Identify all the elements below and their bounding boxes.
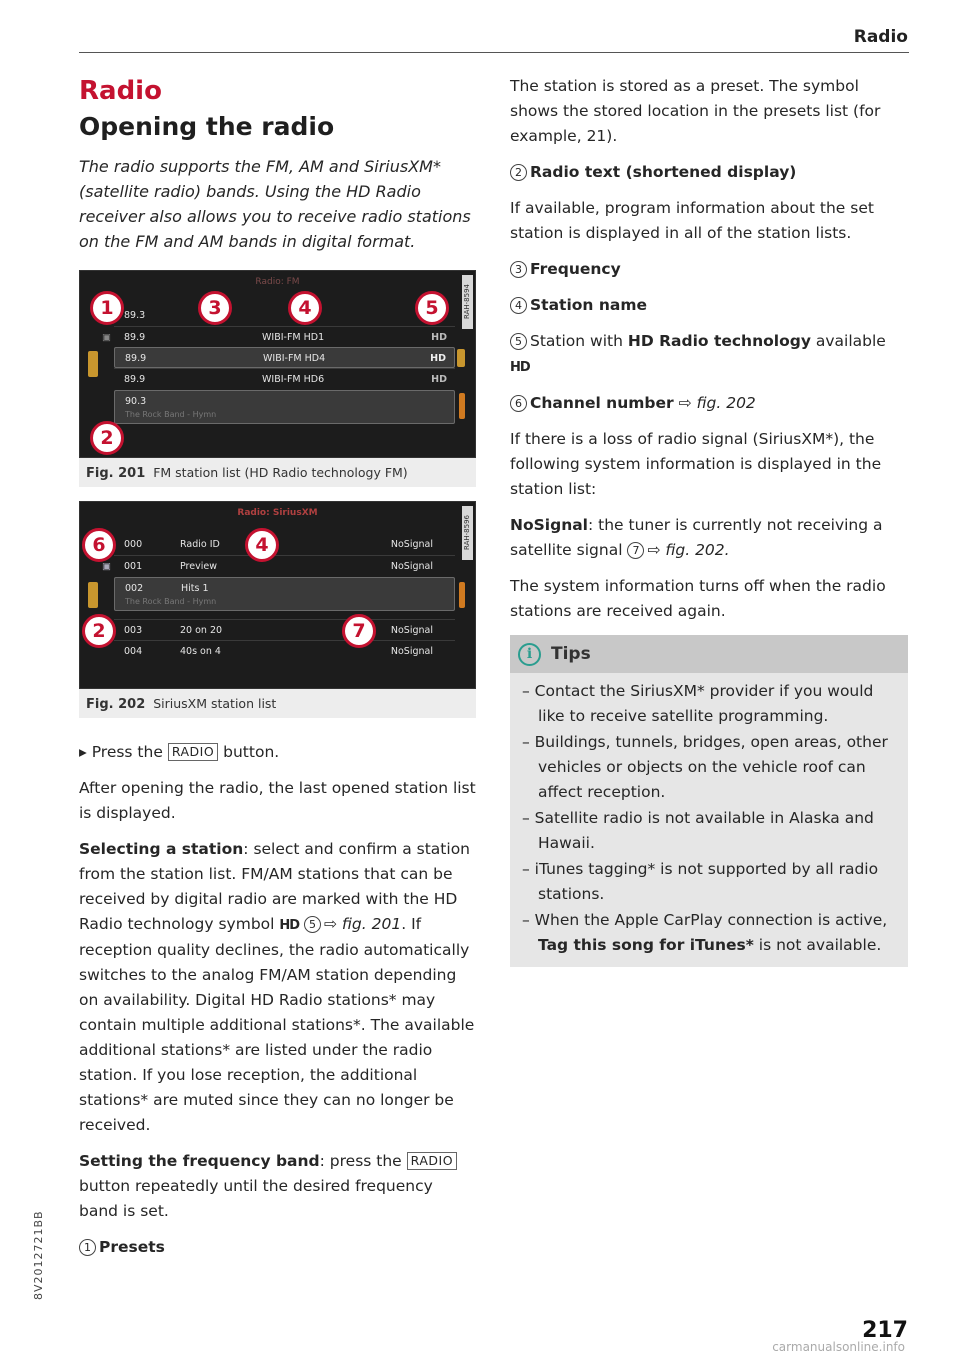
tip-item: – iTunes tagging* is not supported by all radio stations.	[522, 860, 879, 903]
screen-title: Radio: FM	[255, 277, 300, 287]
radio-text-description: If available, program information about the set station is displayed in all of the station lists.	[510, 199, 874, 242]
station-list-tab	[88, 582, 98, 608]
press-radio-instruction: ▸ Press the RADIO button.	[79, 743, 280, 761]
tip-item: – Satellite radio is not available in Alaska and Hawaii.	[522, 809, 874, 852]
tip-item: – Contact the SiriusXM* provider if you would like to receive satellite programming.	[522, 682, 874, 725]
station-row: 89.3	[124, 310, 146, 321]
item-6-heading: 6 Channel number ⇨ fig. 202	[510, 391, 908, 416]
tips-list	[510, 673, 908, 967]
item-5-marker: 5	[304, 916, 321, 933]
callout-3: 3	[198, 291, 232, 325]
hd-radio-icon: HD	[431, 332, 447, 343]
figure-caption: Fig. 202 SiriusXM station list	[86, 696, 277, 712]
figure-code: RAH-8596	[462, 506, 473, 560]
fm-station-screen	[79, 270, 476, 458]
presets-item: 1 Presets	[79, 1235, 476, 1260]
channel-row: 003 20 on 20 NoSignal	[114, 619, 455, 640]
callout-4: 4	[288, 291, 322, 325]
channel-row-playing: 002 Hits 1 The Rock Band - Hymn	[114, 577, 455, 611]
section-title: Radio	[79, 76, 162, 106]
nosignal-text: NoSignal: the tuner is currently not receiving a satellite signal 7 ⇨ fig. 202.	[510, 516, 883, 559]
subsection-title: Opening the radio	[79, 112, 335, 141]
hd-radio-icon: HD	[510, 360, 530, 375]
channel-row: ▣ 001 Preview NoSignal	[114, 555, 455, 576]
item-2-heading: 2 Radio text (shortened display)	[510, 160, 908, 185]
radio-key: RADIO	[168, 743, 218, 761]
station-row-playing: 90.3 The Rock Band - Hymn	[114, 390, 455, 424]
figure-code: RAH-8594	[462, 275, 473, 329]
signal-loss-text: If there is a loss of radio signal (SiriusXM*), the following system information is displayed in the station list:	[510, 430, 882, 498]
watermark: carmanualsonline.info	[772, 1340, 905, 1354]
document-code: 8V2012721BB	[32, 1210, 45, 1300]
scrollbar	[459, 582, 465, 608]
frequency-band-text: Setting the frequency band: press the RADIO button repeatedly until the desired frequency band is set.	[79, 1149, 476, 1224]
callout-6: 6	[82, 528, 116, 562]
system-info-text: The system information turns off when the radio stations are received again.	[510, 577, 886, 620]
intro-text: The radio supports the FM, AM and SiriusXM* (satellite radio) bands. Using the HD Radio receiver also allows you to receive radio stations on the FM and AM bands in digital format.	[79, 157, 471, 251]
scrollbar	[459, 393, 465, 419]
figure-caption: Fig. 201 FM station list (HD Radio technology FM)	[86, 465, 408, 481]
item-5-heading: 5 Station with HD Radio technology available HD	[510, 332, 886, 375]
fig-reference[interactable]: ⇨ fig. 202	[678, 394, 756, 412]
item-3-heading: 3 Frequency	[510, 257, 908, 282]
siriusxm-station-screen	[79, 501, 476, 689]
preset-icon: ▣	[102, 332, 111, 343]
callout-5: 5	[415, 291, 449, 325]
callout-2: 2	[82, 614, 116, 648]
selecting-station-text: Selecting a station: select and confirm a station from the station list. FM/AM stations that can be received by digital radio are marked with the HD Radio technology symbol HD 5 ⇨ fig. 201. If reception quality declines, the radio automatically switches to the analog FM/AM station depending on availability. Digital HD Radio stations* may contain multiple additional stations*. The available additional stations* are listed under the radio station. If you lose reception, the additional stations* are muted since they can no longer be received.	[79, 840, 475, 1134]
fig-reference[interactable]: ⇨ fig. 202.	[647, 541, 730, 559]
header-rule	[79, 52, 909, 53]
scroll-marker	[457, 349, 465, 367]
right-column	[510, 74, 908, 967]
callout-2: 2	[90, 421, 124, 455]
hd-radio-icon: HD	[430, 353, 446, 364]
hd-radio-icon: HD	[431, 374, 447, 385]
station-list-tab	[88, 351, 98, 377]
station-row: 89.9 WIBI-FM HD6 HD	[114, 368, 455, 389]
preset-icon: ▣	[102, 561, 111, 572]
radio-key: RADIO	[407, 1152, 457, 1170]
tip-item: – When the Apple CarPlay connection is active, Tag this song for iTunes* is not available.	[522, 911, 888, 954]
callout-7: 7	[342, 614, 376, 648]
left-column	[79, 74, 476, 1271]
station-row: ▣ 89.9 WIBI-FM HD1 HD	[114, 326, 455, 347]
screen-title: Radio: SiriusXM	[237, 508, 318, 518]
fig-reference[interactable]: ⇨ fig. 201	[324, 915, 402, 933]
channel-row: 000 Radio ID NoSignal	[124, 539, 433, 550]
station-row-selected: 89.9 WIBI-FM HD4 HD	[114, 347, 455, 368]
preset-description: The station is stored as a preset. The symbol shows the stored location in the presets list (for example, 21).	[510, 77, 881, 145]
tips-header: i Tips	[510, 635, 908, 673]
page-number: 217	[862, 1318, 908, 1343]
figure-201	[79, 270, 476, 487]
item-4-heading: 4 Station name	[510, 293, 908, 318]
callout-1: 1	[90, 291, 124, 325]
info-icon: i	[518, 643, 541, 666]
tips-box	[510, 635, 908, 967]
hd-radio-icon: HD	[279, 918, 300, 933]
callout-4: 4	[245, 528, 279, 562]
tip-item: – Buildings, tunnels, bridges, open areas, other vehicles or objects on the vehicle roof can affect reception.	[522, 733, 888, 801]
header-section-title: Radio	[853, 27, 908, 47]
figure-202	[79, 501, 476, 718]
after-opening-text: After opening the radio, the last opened station list is displayed.	[79, 779, 476, 822]
channel-row: 004 40s on 4 NoSignal	[114, 640, 455, 661]
